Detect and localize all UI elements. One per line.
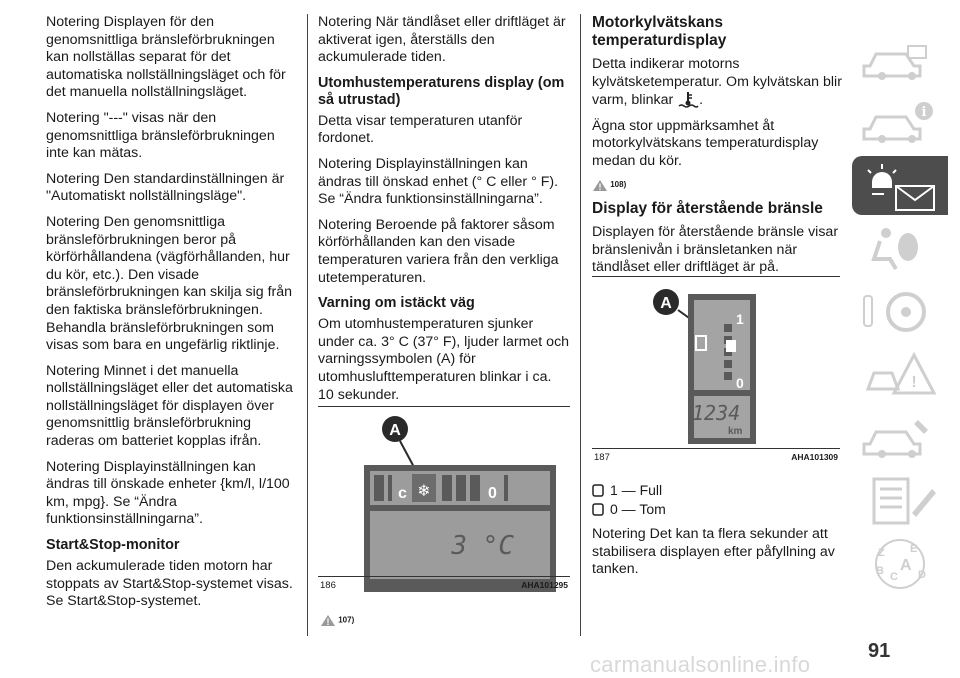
- svg-text:!: !: [598, 181, 602, 192]
- note-display-units: Notering Displayinställningen kan ändras till önskade enheter {km/l, l/100 km, mpg}. Se “Ändra funktionsinställningarna”.: [46, 458, 290, 528]
- callout-a-label: A: [389, 422, 401, 439]
- figure-top-rule: [318, 406, 570, 407]
- warning-reference: ! 107): [320, 614, 354, 627]
- icy-road-text: Om utomhustemperaturen sjunker under ca. 3° C (37° F), ljuder larmet och varningssymbolen (A) för utomhuslufttemperaturen blinkar i ca. 10 sekunder.: [318, 316, 570, 403]
- odometer-readout: 1234: [692, 401, 741, 425]
- watermark: carmanualsonline.info: [590, 652, 811, 677]
- callout-a-label: A: [660, 295, 672, 312]
- tab-index[interactable]: [852, 534, 948, 593]
- svg-text:❄: ❄: [417, 481, 431, 500]
- tab-safety[interactable]: [852, 219, 948, 278]
- note-ignition-reset: Notering När tändlåset eller driftläget är aktiverat igen, återställs den ackumulerade tiden.: [318, 14, 566, 66]
- figure-number: 187: [594, 452, 610, 463]
- fuel-scale-one: 1: [736, 311, 744, 327]
- tab-dashboard-warnings[interactable]: [852, 156, 948, 215]
- tab-car-overview[interactable]: [852, 30, 948, 89]
- document-icon: [592, 484, 604, 497]
- figure-top-rule: [592, 276, 840, 277]
- svg-text:!: !: [911, 374, 917, 391]
- column-2: [318, 14, 570, 412]
- note-stabilize: Notering Det kan ta flera sekunder att stabilisera displayen efter påfyllning av tanken.: [592, 526, 835, 578]
- tab-technical-data[interactable]: [852, 471, 948, 530]
- steering-wheel-icon: [852, 282, 948, 341]
- legend-list: [592, 482, 666, 520]
- heading-coolant-temperature: Motorkylvätskans temperaturdisplay: [592, 14, 727, 49]
- figure-bottom-rule: [318, 576, 570, 577]
- heading-remaining-fuel: Display för återstående bränsle: [592, 199, 823, 217]
- note-memory-cleared: Notering Minnet i det manuella nollställningsläget eller det automatiska nollställningsläget för displayen över genomsnittlig bränsleförbrukning raderas om batteriet kopplas ifrån.: [46, 362, 293, 450]
- warning-triangle-icon: [592, 179, 608, 192]
- note-temp-variation: Notering Beroende på faktorer såsom körförhållanden kan den visade temperaturen variera från den verkliga utetemperaturen.: [318, 216, 559, 286]
- svg-text:i: i: [921, 105, 927, 120]
- coolant-attention-text: Ägna stor uppmärksamhet åt motorkylvätskans temperaturdisplay medan du kör.: [592, 117, 819, 169]
- figure-number: 186: [320, 580, 336, 591]
- temperature-display-illustration: [318, 414, 570, 594]
- coolant-temperature-icon: [677, 91, 699, 109]
- column-3: [592, 14, 842, 285]
- heading-icy-road-warning: Varning om istäckt väg: [318, 295, 475, 312]
- airbag-seat-icon: [852, 219, 948, 278]
- checklist-icon: [852, 471, 948, 530]
- note-default-setting: Notering Den standardinställningen är "Automatiskt nollställningsläge".: [46, 170, 285, 205]
- heading-start-stop: Start&Stop-monitor: [46, 537, 180, 554]
- fuel-scale-zero: 0: [736, 375, 744, 391]
- tab-driving[interactable]: [852, 282, 948, 341]
- remaining-fuel-text: Displayen för återstående bränsle visar bränslenivån i bränsletanken när tändlåset eller driftläget är på.: [592, 223, 839, 276]
- temp-readout: 3 °C: [451, 531, 514, 561]
- tab-emergency[interactable]: [852, 345, 948, 404]
- note-driving-conditions: Notering Den genomsnittliga bränsleförbrukningen beror på körförhållandena (vägförhållanden, hur du kör, etc.). Den visade bränsleförbrukningen kan skilja sig från den faktiska bränsleförbrukningen. Behandla bränsleförbrukningen som visas som bara en ungefärlig riktlinje.: [46, 213, 293, 354]
- start-stop-text: Den ackumulerade tiden motorn har stoppats av Start&Stop-systemet visas. Se Start&Stop-systemet.: [46, 558, 293, 610]
- figure-code: AHA101295: [521, 580, 568, 590]
- page-number: 91: [868, 640, 891, 662]
- document-icon: [592, 503, 604, 516]
- hazard-triangle-icon: [852, 345, 948, 404]
- note-temp-unit: Notering Displayinställningen kan ändras till önskad enhet (° C eller ° F). Se “Ändra funktionsinställningarna”.: [318, 155, 559, 208]
- note-dashes: Notering "---" visas när den genomsnittliga bränsleförbrukningen inte kan mätas.: [46, 109, 275, 162]
- svg-text:E: E: [910, 543, 918, 555]
- tab-maintenance[interactable]: [852, 408, 948, 467]
- svg-text:B: B: [876, 565, 884, 577]
- heading-outside-temperature: Utomhustemperaturens display (om så utrustad): [318, 74, 565, 108]
- car-icon: [852, 30, 948, 89]
- temp-scale-c: c: [398, 485, 407, 502]
- figure-code: AHA101309: [791, 452, 838, 462]
- car-service-icon: [852, 408, 948, 467]
- coolant-text: Detta indikerar motorns kylvätsketemperatur. Om kylvätskan blir varm, blinkar .: [592, 56, 842, 108]
- svg-text:C: C: [890, 571, 898, 583]
- legend-item: 1 — Full: [592, 482, 666, 498]
- column-divider-2: [580, 14, 581, 636]
- alphabet-index-icon: [852, 534, 948, 593]
- warning-lights-icon: [852, 156, 948, 215]
- note-average-reset: Notering Displayen för den genomsnittliga bränsleförbrukningen kan nollställas separat för det automatiska nollställningsläget och för det manuella nollställningsläget.: [46, 14, 286, 101]
- figure-186: [318, 406, 570, 632]
- svg-text:D: D: [918, 569, 926, 581]
- tab-car-info[interactable]: [852, 93, 948, 152]
- coolant-warning-reference: ! 108): [592, 176, 842, 194]
- chapter-tabs: [852, 30, 948, 597]
- column-1: [46, 14, 298, 619]
- car-info-icon: [852, 93, 948, 152]
- column-divider-1: [307, 14, 308, 636]
- warning-triangle-icon: [320, 614, 336, 627]
- svg-text:Z: Z: [878, 547, 885, 559]
- temp-scale-zero: 0: [488, 485, 497, 502]
- fuel-display-illustration: [592, 280, 840, 444]
- svg-text:A: A: [900, 557, 912, 574]
- svg-text:!: !: [326, 617, 330, 627]
- figure-187: [592, 276, 840, 576]
- odometer-unit: km: [728, 426, 743, 437]
- legend-item: 0 — Tom: [592, 501, 666, 517]
- figure-bottom-rule: [592, 448, 840, 449]
- outside-temp-text: Detta visar temperaturen utanför fordonet.: [318, 112, 523, 147]
